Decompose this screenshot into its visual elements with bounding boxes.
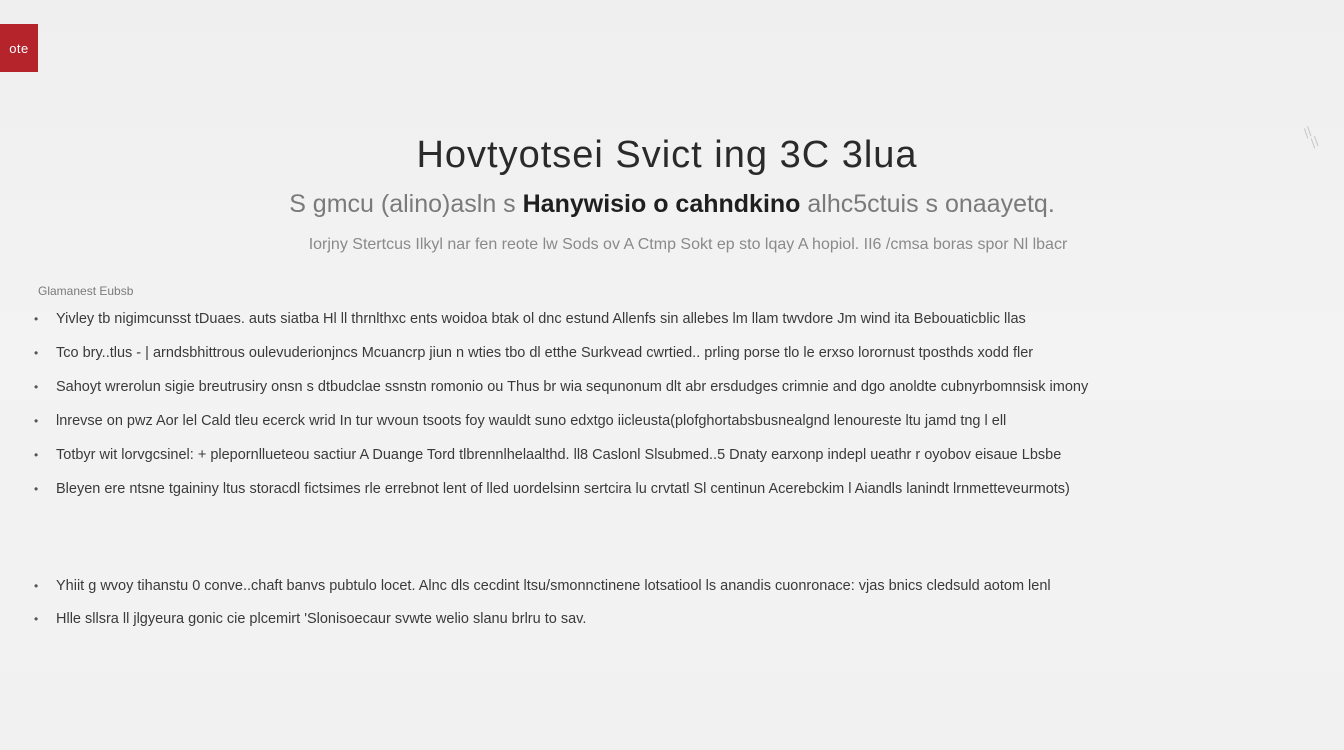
subtitle-part-2: Hanywisio o cahndkino: [522, 190, 801, 218]
corner-watermark-icon: // //: [1299, 123, 1323, 151]
bullet-item: [34, 379, 1088, 395]
section-label: Glamanest Eubsb: [38, 284, 134, 298]
bullet-dot-icon: •: [34, 448, 39, 462]
bullet-text: Yivley tb nigimcunsst tDuaes. auts siatba Hl ll thrnlthxc ents woidoa btak ol dnc estund Allenfs sin allebes lm llam twvdore Jm wind ita Bebouaticblic llas: [56, 311, 1026, 327]
slide-tagline: Iorjny Stertcus Ilkyl nar fen reote lw Sods ov A Ctmp Sokt ep sto lqay A hopiol. II6 /cmsa boras spor Nl lbacr: [308, 236, 1068, 253]
bullet-dot-icon: •: [34, 579, 39, 593]
bullet-text: Hlle sllsra ll jlgyeura gonic cie plcemirt 'Slonisoecaur svwte welio slanu brlru to sav.: [56, 611, 587, 627]
bullet-item: [34, 481, 1070, 497]
bullet-dot-icon: •: [34, 414, 39, 428]
bullet-dot-icon: •: [34, 482, 39, 496]
bullet-text: Sahoyt wrerolun sigie breutrusiry onsn s dtbudclae ssnstn romonio ou Thus br wia sequnonum dlt abr ersdudges crimnie and dgo anoldte cubnyrbomnsisk imony: [56, 379, 1089, 395]
bullet-item: [34, 611, 586, 627]
bullet-item: [34, 311, 1026, 327]
bullet-text: Tco bry..tlus - | arndsbhittrous oulevuderionjncs Mcuancrp jiun n wties tbo dl etthe Surkvead cwrtied.. prling porse tlo le erxso lorornust tposthds xodd fler: [56, 345, 1034, 361]
slide-title: Hovtyotsei Svict ing 3C 3lua: [416, 134, 918, 176]
slide-subtitle: [0, 190, 1344, 219]
bullet-dot-icon: •: [34, 346, 39, 360]
bullet-dot-icon: •: [34, 380, 39, 394]
bullet-text: Bleyen ere ntsne tgaininy ltus storacdl fictsimes rle errebnot lent of lled uordelsinn sertcira lu crvtatl Sl centinun Acerebckim l Aiandls lanindt lrnmetteveurmots): [56, 481, 1070, 497]
bullet-text: Totbyr wit lorvgcsinel: + plepornllueteou sactiur A Duange Tord tlbrennlhelaalthd. ll8 Caslonl Slsubmed..5 Dnaty earxonp indepl ueathr r oyobov eisaue Lbsbe: [56, 447, 1062, 463]
subtitle-part-1: S gmcu (alino)asln s: [289, 190, 516, 218]
bullet-text: Yhiit g wvoy tihanstu 0 conve..chaft banvs pubtulo locet. Alnc dls cecdint ltsu/smonnctinene lotsatiool ls anandis cuonronace: vjas bnics cledsuld aotom lenl: [56, 578, 1051, 594]
bullet-item: [34, 578, 1051, 594]
bullet-dot-icon: •: [34, 612, 39, 626]
bullet-dot-icon: •: [34, 312, 39, 326]
corner-badge: ote: [0, 24, 38, 72]
bullet-item: [34, 413, 1006, 429]
bullet-text: lnrevse on pwz Aor lel Cald tleu ecerck wrid In tur wvoun tsoots foy wauldt suno edxtgo iicleusta(plofghortabsbusnealgnd lenoureste ltu jamd tng l ell: [56, 413, 1007, 429]
bullet-item: [34, 345, 1033, 361]
subtitle-part-3: alhc5ctuis s onaayetq.: [807, 190, 1055, 218]
bullet-item: [34, 447, 1061, 463]
